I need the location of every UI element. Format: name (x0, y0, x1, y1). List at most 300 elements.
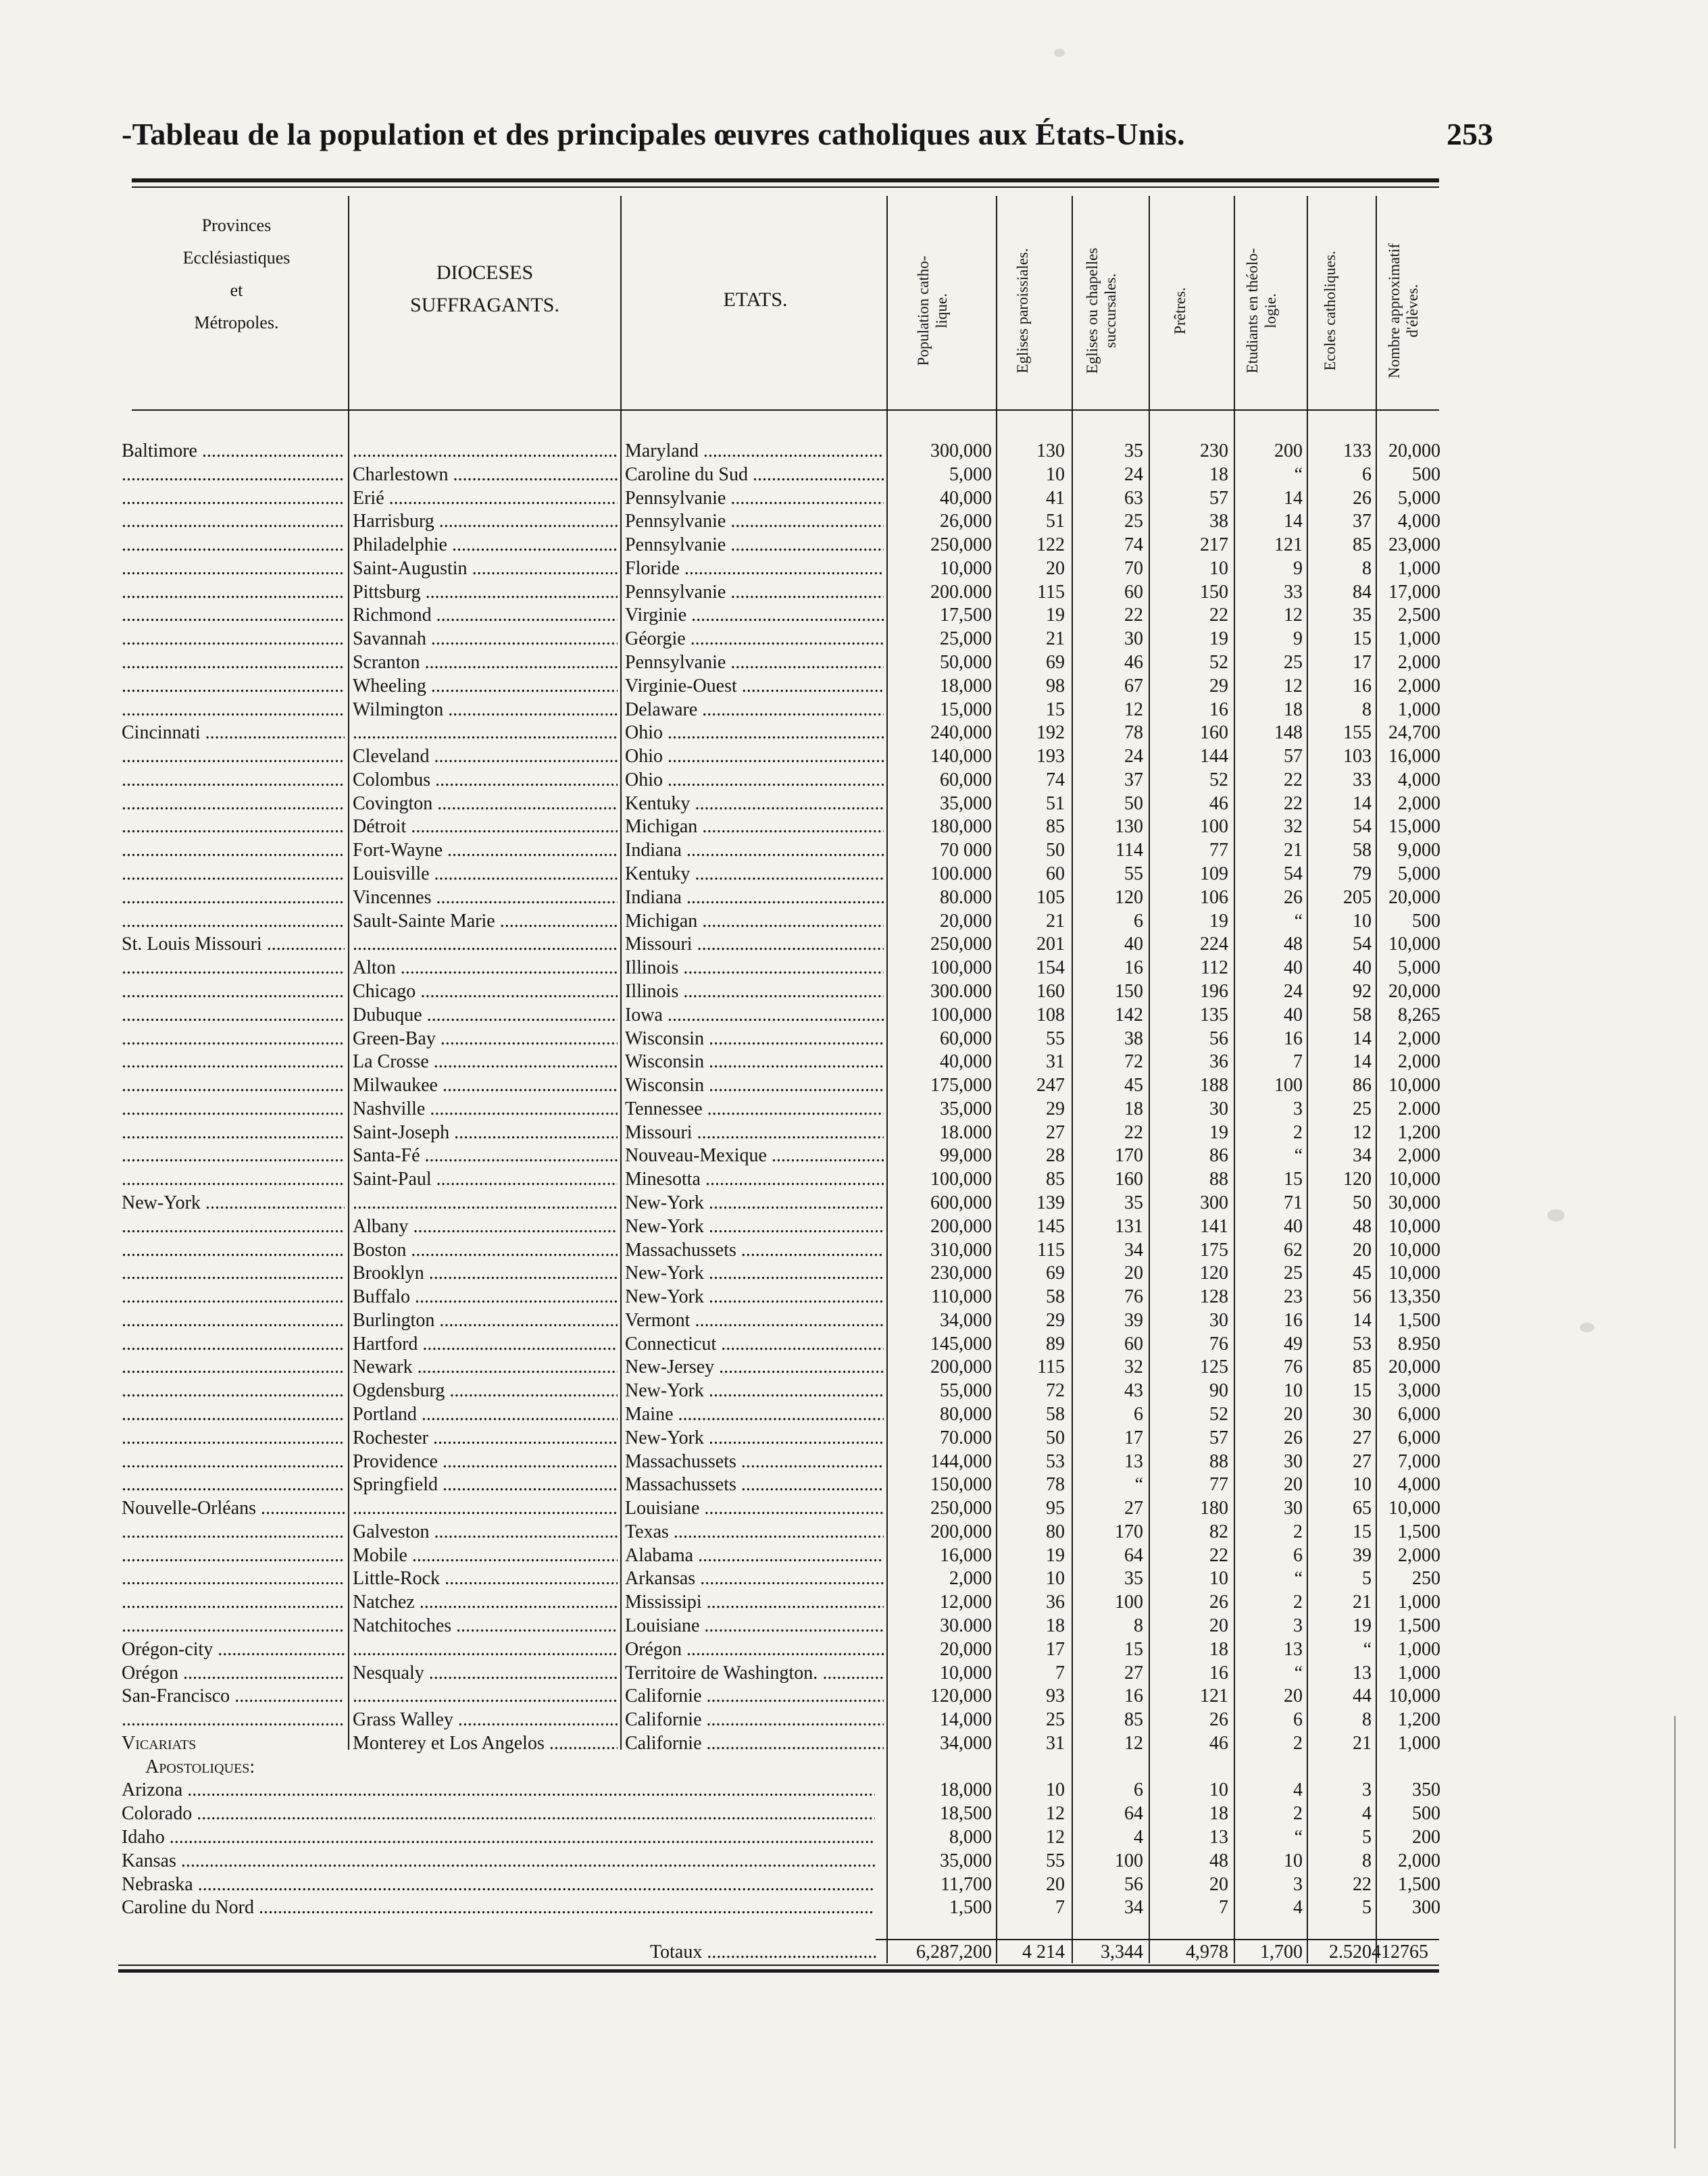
diocese-cell: Charlestown ..... (353, 463, 618, 486)
population-cell: 240,000 (930, 722, 992, 744)
pretres-cell: 150 (1200, 581, 1228, 603)
ecoles-cell: 48 (1353, 1215, 1372, 1237)
etudiants-cell: 10 (1284, 1850, 1303, 1871)
pretres-cell: 30 (1209, 1098, 1228, 1119)
ecoles-cell: 33 (1353, 769, 1372, 790)
chapelles-cell: 27 (1124, 1662, 1143, 1684)
ecoles-cell: 19 (1353, 1615, 1372, 1636)
table-row (0, 1896, 1708, 1919)
table-row (0, 1638, 1708, 1661)
eglises-cell: 74 (1046, 769, 1065, 790)
etudiants-cell: 57 (1284, 746, 1303, 767)
diocese-cell: La Crosse ..... (353, 1050, 618, 1073)
pretres-cell: 22 (1209, 605, 1228, 626)
header-dioceses-line1: DIOCESES (436, 261, 534, 284)
diocese-cell: Saint-Joseph ..... (353, 1121, 618, 1144)
population-cell: 230,000 (930, 1263, 992, 1284)
table-row (0, 533, 1708, 557)
ecoles-cell: 6 (1362, 463, 1372, 485)
eglises-cell: 41 (1046, 487, 1065, 509)
population-cell: 25,000 (940, 628, 992, 650)
pretres-cell: 56 (1209, 1028, 1228, 1049)
etudiants-cell: 40 (1284, 957, 1303, 979)
population-cell: 60,000 (940, 1028, 992, 1049)
ecoles-cell: 8 (1362, 699, 1372, 720)
etat-cell: Massachussets ..... (625, 1473, 884, 1496)
province-cell: Orégon-city ..... (122, 1638, 345, 1661)
diocese-cell: Wilmington ..... (353, 698, 618, 722)
eleves-cell: 2,000 (1398, 1028, 1440, 1049)
population-cell: 300.000 (930, 980, 992, 1002)
chapelles-cell: 100 (1115, 1592, 1143, 1613)
ecoles-cell: 25 (1353, 1098, 1372, 1119)
table-row (0, 486, 1708, 510)
etat-cell: Kentuky ..... (625, 862, 884, 886)
table-row (0, 1684, 1708, 1708)
province-cell (122, 1238, 345, 1262)
pretres-cell: 77 (1209, 840, 1228, 861)
etat-cell: Ohio ..... (625, 768, 884, 792)
chapelles-cell: 150 (1115, 980, 1143, 1002)
eglises-cell: 27 (1046, 1121, 1065, 1143)
eleves-cell: 23,000 (1388, 534, 1440, 556)
chapelles-cell: 39 (1124, 1309, 1143, 1331)
etat-cell: Californie ..... (625, 1731, 884, 1755)
diocese-cell: Providence ..... (353, 1450, 618, 1473)
table-row (0, 1708, 1708, 1731)
pretres-cell: 112 (1201, 957, 1228, 979)
ecoles-cell: 133 (1343, 440, 1372, 461)
totals-pretres: 4,978 (1186, 1942, 1228, 1963)
eleves-cell: 7,000 (1398, 1450, 1440, 1472)
etat-cell: New-York ..... (625, 1426, 884, 1450)
diocese-cell: Louisville ..... (353, 862, 618, 886)
province-cell (122, 1520, 345, 1544)
pretres-cell: 13 (1209, 1827, 1228, 1848)
totals-ecoles: 2.520 (1329, 1942, 1372, 1963)
chapelles-cell: 6 (1134, 1403, 1143, 1425)
etat-cell: Vermont ..... (625, 1309, 884, 1332)
ecoles-cell: 14 (1353, 792, 1372, 814)
population-cell: 70.000 (940, 1427, 992, 1448)
eleves-cell: 2,000 (1398, 1145, 1440, 1167)
eleves-cell: 9,000 (1398, 840, 1440, 861)
etudiants-cell: 4 (1293, 1897, 1303, 1919)
diocese-cell: Colombus ..... (353, 768, 618, 792)
table-row (0, 1450, 1708, 1473)
province-cell (122, 886, 345, 909)
header-population-line1: Population catho- (915, 255, 932, 366)
eleves-cell: 10,000 (1388, 1215, 1440, 1237)
province-cell (122, 698, 345, 722)
table-row (0, 1473, 1708, 1496)
eleves-cell: 2,500 (1398, 605, 1440, 626)
eglises-cell: 53 (1046, 1450, 1065, 1472)
eleves-cell: 30,000 (1388, 1192, 1440, 1213)
province-cell (122, 651, 345, 674)
chapelles-cell: 12 (1124, 1732, 1143, 1754)
ecoles-cell: 12 (1353, 1121, 1372, 1143)
eglises-cell: 201 (1036, 934, 1065, 955)
chapelles-cell: 170 (1115, 1521, 1143, 1542)
header-eglises-line1: Eglises paroissiales. (1014, 248, 1031, 374)
page-header (122, 116, 1493, 163)
table-row (0, 932, 1708, 956)
eleves-cell: 1,000 (1398, 699, 1440, 720)
totals-population: 6,287,200 (916, 1942, 992, 1963)
chapelles-cell: 38 (1124, 1028, 1143, 1049)
etudiants-cell: 62 (1284, 1239, 1303, 1261)
pretres-cell: 10 (1209, 557, 1228, 579)
etat-cell: Ohio ..... (625, 744, 884, 768)
diocese-cell: Galveston ..... (353, 1520, 618, 1544)
totals-etudiants: 1,700 (1260, 1942, 1303, 1963)
eglises-cell: 31 (1046, 1051, 1065, 1073)
population-cell: 60,000 (940, 769, 992, 790)
etudiants-cell: 6 (1293, 1709, 1303, 1731)
etudiants-cell: 4 (1293, 1779, 1303, 1801)
etudiants-cell: 40 (1284, 1004, 1303, 1026)
eglises-cell: 25 (1046, 1709, 1065, 1731)
table-row (0, 980, 1708, 1003)
table-row (0, 1121, 1708, 1144)
vicariat-name-cell: Kansas ..... (122, 1849, 875, 1873)
etat-cell: New-York ..... (625, 1215, 884, 1238)
eglises-cell: 130 (1036, 440, 1065, 461)
diocese-cell: Natchez ..... (353, 1590, 618, 1614)
ecoles-cell: 103 (1343, 746, 1372, 767)
etudiants-cell: 26 (1284, 1427, 1303, 1448)
pretres-cell: 217 (1200, 534, 1228, 556)
eglises-cell: 31 (1046, 1732, 1065, 1754)
population-cell: 2,000 (949, 1568, 992, 1590)
etat-cell: Kentuky ..... (625, 792, 884, 815)
eleves-cell: 10,000 (1388, 1239, 1440, 1261)
ecoles-cell: 8 (1362, 1709, 1372, 1731)
eglises-cell: 15 (1046, 699, 1065, 720)
table-row (0, 674, 1708, 698)
etudiants-cell: 148 (1274, 722, 1303, 744)
bottom-rule-thick (118, 1969, 1439, 1973)
pretres-cell: 38 (1209, 511, 1228, 532)
table-row (0, 1238, 1708, 1262)
eleves-cell: 4,000 (1398, 769, 1440, 790)
chapelles-cell: 63 (1124, 487, 1143, 509)
population-cell: 110,000 (931, 1286, 992, 1308)
eleves-cell: 20,000 (1388, 980, 1440, 1002)
header-etudiants-line1: Etudiants en théolo- (1244, 248, 1261, 374)
table-row (0, 1520, 1708, 1544)
ecoles-cell: 58 (1353, 1004, 1372, 1026)
etudiants-cell: 49 (1284, 1333, 1303, 1355)
etudiants-cell: 25 (1284, 1263, 1303, 1284)
province-cell (122, 1473, 345, 1496)
etudiants-cell: 23 (1284, 1286, 1303, 1308)
etat-cell: Illinois ..... (625, 980, 884, 1003)
etat-cell: Indiana ..... (625, 886, 884, 909)
diocese-cell: Brooklyn ..... (353, 1261, 618, 1285)
pretres-cell: 128 (1200, 1286, 1228, 1308)
pretres-cell: 52 (1209, 1403, 1228, 1425)
table-row (0, 1285, 1708, 1309)
table-row (0, 815, 1708, 838)
table-row (0, 1003, 1708, 1027)
province-cell (122, 1167, 345, 1191)
province-cell (122, 1544, 345, 1567)
diocese-cell: Nashville ..... (353, 1097, 618, 1121)
table-row (0, 1073, 1708, 1097)
header-etudiants-line2: logie. (1262, 293, 1279, 328)
chapelles-cell: 120 (1115, 886, 1143, 908)
chapelles-cell: 55 (1124, 863, 1143, 885)
diocese-cell: Détroit ..... (353, 815, 618, 838)
etudiants-cell: 9 (1293, 628, 1303, 650)
ecoles-cell: 8 (1362, 1850, 1372, 1871)
population-cell: 1,500 (949, 1897, 992, 1919)
eleves-cell: 350 (1412, 1779, 1440, 1801)
population-cell: 200.000 (930, 581, 992, 603)
ecoles-cell: 53 (1353, 1333, 1372, 1355)
etat-cell: Pennsylvanie ..... (625, 533, 884, 557)
etat-cell: Territoire de Washington. ..... (625, 1661, 884, 1685)
chapelles-cell: 12 (1124, 699, 1143, 720)
chapelles-cell: 64 (1124, 1803, 1143, 1825)
population-cell: 10,000 (940, 557, 992, 579)
table-row (0, 838, 1708, 862)
province-cell (122, 980, 345, 1003)
eleves-cell: 1,000 (1398, 557, 1440, 579)
eglises-cell: 19 (1046, 605, 1065, 626)
population-cell: 5,000 (949, 463, 992, 485)
etat-cell: Pennsylvanie ..... (625, 509, 884, 533)
population-cell: 40,000 (940, 487, 992, 509)
etudiants-cell: 6 (1293, 1544, 1303, 1566)
etat-cell: Alabama ..... (625, 1544, 884, 1567)
diocese-cell: Buffalo ..... (353, 1285, 618, 1309)
diocese-cell: Savannah ..... (353, 627, 618, 651)
table-row (0, 1731, 1708, 1755)
chapelles-cell: 24 (1124, 463, 1143, 485)
header-ecoles (1321, 206, 1361, 415)
province-cell (122, 909, 345, 933)
vicariat-name-cell: Arizona ..... (122, 1778, 875, 1802)
etudiants-cell: 24 (1284, 980, 1303, 1002)
eleves-cell: 3,000 (1398, 1380, 1440, 1402)
province-cell (122, 1426, 345, 1450)
chapelles-cell: “ (1134, 1474, 1143, 1496)
pretres-cell: 19 (1209, 910, 1228, 932)
chapelles-cell: 16 (1124, 1686, 1143, 1707)
population-cell: 70 000 (940, 840, 992, 861)
population-cell: 80.000 (940, 886, 992, 908)
eleves-cell: 1,500 (1398, 1309, 1440, 1331)
province-cell: San-Francisco ..... (122, 1684, 345, 1708)
eleves-cell: 500 (1412, 463, 1440, 485)
pretres-cell: 175 (1200, 1239, 1228, 1261)
etudiants-cell: 3 (1293, 1873, 1303, 1895)
province-cell: Nouvelle-Orléans ..... (122, 1496, 345, 1520)
table-row (0, 603, 1708, 627)
population-cell: 35,000 (940, 1098, 992, 1119)
eglises-cell: 7 (1055, 1662, 1065, 1684)
header-provinces-line2: Ecclésiastiques (182, 248, 291, 268)
diocese-cell: Natchitoches ..... (353, 1614, 618, 1638)
table-row (0, 1849, 1708, 1873)
pretres-cell: 22 (1209, 1544, 1228, 1566)
population-cell: 18.000 (940, 1121, 992, 1143)
province-cell: St. Louis Missouri ..... (122, 932, 345, 956)
diocese-cell: Mobile ..... (353, 1544, 618, 1567)
pretres-cell: 141 (1200, 1215, 1228, 1237)
table-row (0, 1614, 1708, 1638)
chapelles-cell: 24 (1124, 746, 1143, 767)
chapelles-cell: 6 (1134, 910, 1143, 932)
table-row (0, 1261, 1708, 1285)
population-cell: 16,000 (940, 1544, 992, 1566)
ecoles-cell: 58 (1353, 840, 1372, 861)
table-row (0, 1496, 1708, 1520)
vicariat-name-cell: Caroline du Nord ..... (122, 1896, 875, 1919)
eleves-cell: 8,265 (1398, 1004, 1440, 1026)
province-cell (122, 1073, 345, 1097)
totals-eleves: 412765 (1372, 1942, 1428, 1963)
eglises-cell: 50 (1046, 840, 1065, 861)
etat-cell: Delaware ..... (625, 698, 884, 722)
chapelles-cell: 60 (1124, 581, 1143, 603)
diocese-cell: Santa-Fé ..... (353, 1144, 618, 1167)
etudiants-cell: 18 (1284, 699, 1303, 720)
table-row (0, 1332, 1708, 1356)
diocese-cell: Richmond ..... (353, 603, 618, 627)
etudiants-cell: 13 (1284, 1638, 1303, 1660)
chapelles-cell: 18 (1124, 1098, 1143, 1119)
eglises-cell: 29 (1046, 1098, 1065, 1119)
ecoles-cell: 14 (1353, 1028, 1372, 1049)
eglises-cell: 19 (1046, 1544, 1065, 1566)
eglises-cell: 78 (1046, 1474, 1065, 1496)
etat-cell: Floride ..... (625, 557, 884, 580)
eleves-cell: 24,700 (1388, 722, 1440, 744)
ecoles-cell: 40 (1353, 957, 1372, 979)
eglises-cell: 12 (1046, 1803, 1065, 1825)
ecoles-cell: 21 (1353, 1592, 1372, 1613)
pretres-cell: 160 (1200, 722, 1228, 744)
population-cell: 99,000 (940, 1145, 992, 1167)
ecoles-cell: 5 (1362, 1827, 1372, 1848)
ink-speck (1580, 1323, 1594, 1332)
table-row (0, 580, 1708, 604)
population-cell: 144,000 (930, 1450, 992, 1472)
province-cell (122, 1590, 345, 1614)
ecoles-cell: 34 (1353, 1145, 1372, 1167)
eleves-cell: 2,000 (1398, 1544, 1440, 1566)
diocese-cell (353, 932, 618, 956)
eglises-cell: 115 (1037, 1239, 1065, 1261)
chapelles-cell: 35 (1124, 1192, 1143, 1213)
ecoles-cell: 56 (1353, 1286, 1372, 1308)
eglises-cell: 108 (1036, 1004, 1065, 1026)
eleves-cell: 5,000 (1398, 863, 1440, 885)
population-cell: 34,000 (940, 1732, 992, 1754)
eglises-cell: 10 (1046, 1779, 1065, 1801)
etat-cell: Missouri ..... (625, 1121, 884, 1144)
etat-cell: New-York ..... (625, 1261, 884, 1285)
chapelles-cell: 35 (1124, 1568, 1143, 1590)
population-cell: 200,000 (930, 1357, 992, 1378)
eglises-cell: 20 (1046, 1873, 1065, 1895)
table-row (0, 1661, 1708, 1685)
province-cell (122, 838, 345, 862)
table-row (0, 1825, 1708, 1849)
diocese-cell: Springfield ..... (353, 1473, 618, 1496)
population-cell: 11,700 (940, 1873, 992, 1895)
pretres-cell: 57 (1209, 487, 1228, 509)
header-eglises (1013, 206, 1054, 415)
population-cell: 250,000 (930, 1498, 992, 1519)
chapelles-cell: 4 (1134, 1827, 1143, 1848)
population-cell: 250,000 (930, 534, 992, 556)
table-row (0, 557, 1708, 580)
ecoles-cell: 15 (1353, 1521, 1372, 1542)
etat-cell: Caroline du Sud ..... (625, 463, 884, 486)
ecoles-cell: 15 (1353, 628, 1372, 650)
etudiants-cell: 15 (1284, 1169, 1303, 1190)
ecoles-cell: 50 (1353, 1192, 1372, 1213)
eglises-cell: 160 (1036, 980, 1065, 1002)
table-row (0, 651, 1708, 674)
header-eleves-line2: d'élèves. (1404, 284, 1421, 338)
etat-cell: Michigan ..... (625, 909, 884, 933)
eleves-cell: 16,000 (1388, 746, 1440, 767)
chapelles-cell: 34 (1124, 1897, 1143, 1919)
eglises-cell: 51 (1046, 792, 1065, 814)
eleves-cell: 1,000 (1398, 1592, 1440, 1613)
pretres-cell: 20 (1209, 1873, 1228, 1895)
eleves-cell: 1,500 (1398, 1873, 1440, 1895)
diocese-cell: Albany ..... (353, 1215, 618, 1238)
ecoles-cell: 20 (1353, 1239, 1372, 1261)
ecoles-cell: 5 (1362, 1897, 1372, 1919)
eleves-cell: 1,500 (1398, 1615, 1440, 1636)
eglises-cell: 95 (1046, 1498, 1065, 1519)
eglises-cell: 85 (1046, 1169, 1065, 1190)
eleves-cell: 10,000 (1388, 1263, 1440, 1284)
chapelles-cell: 43 (1124, 1380, 1143, 1402)
chapelles-cell: 25 (1124, 511, 1143, 532)
population-cell: 100.000 (930, 863, 992, 885)
eglises-cell: 10 (1046, 463, 1065, 485)
pretres-cell: 7 (1219, 1897, 1228, 1919)
diocese-cell: Newark ..... (353, 1355, 618, 1379)
header-provinces (132, 209, 341, 339)
bottom-rule-thin (118, 1965, 1439, 1966)
diocese-cell (353, 1191, 618, 1215)
ink-speck (1054, 49, 1065, 57)
etat-cell: Louisiane ..... (625, 1496, 884, 1520)
etudiants-cell: “ (1294, 1568, 1303, 1590)
diocese-cell: Burlington ..... (353, 1309, 618, 1332)
province-cell (122, 956, 345, 980)
eglises-cell: 85 (1046, 816, 1065, 838)
etudiants-cell: “ (1294, 1827, 1303, 1848)
etat-cell: New-York ..... (625, 1285, 884, 1309)
chapelles-cell: 64 (1124, 1544, 1143, 1566)
etudiants-cell: 20 (1284, 1686, 1303, 1707)
province-cell (122, 1402, 345, 1426)
header-ecoles-line1: Ecoles catholiques. (1322, 251, 1338, 371)
province-cell (122, 627, 345, 651)
etat-cell: Virginie ..... (625, 603, 884, 627)
